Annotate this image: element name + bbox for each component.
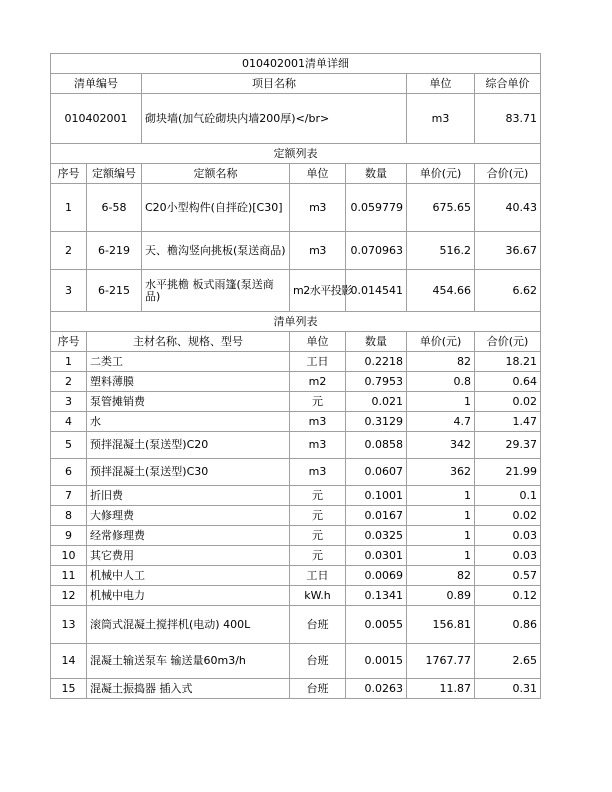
- material-cell: 工日: [290, 566, 346, 586]
- material-cell: 15: [51, 679, 87, 699]
- quota-header-cell: 合价(元): [475, 164, 541, 184]
- material-cell: 0.64: [475, 372, 541, 392]
- material-cell: 0.31: [475, 679, 541, 699]
- material-cell: 12: [51, 586, 87, 606]
- material-header-cell: 主材名称、规格、型号: [87, 332, 290, 352]
- material-cell: 29.37: [475, 432, 541, 459]
- material-cell: m3: [290, 459, 346, 486]
- quota-cell: 天、檐沟竖向挑板(泵送商品): [142, 232, 290, 270]
- quota-section-row: [51, 144, 541, 164]
- material-cell: 1: [407, 546, 475, 566]
- material-row: [51, 566, 541, 586]
- material-row: [51, 372, 541, 392]
- material-cell: 大修理费: [87, 506, 290, 526]
- material-cell: 0.02: [475, 506, 541, 526]
- material-cell: 元: [290, 506, 346, 526]
- material-cell: 6: [51, 459, 87, 486]
- quota-section-title: 定额列表: [51, 144, 541, 164]
- material-cell: 0.0167: [346, 506, 407, 526]
- material-cell: 0.0263: [346, 679, 407, 699]
- bill-detail-table: [50, 53, 541, 699]
- quota-cell: C20小型构件(自拌砼)[C30]: [142, 184, 290, 232]
- material-row: [51, 644, 541, 679]
- material-cell: 13: [51, 606, 87, 644]
- material-header-cell: 数量: [346, 332, 407, 352]
- material-header-cell: 单位: [290, 332, 346, 352]
- material-cell: 0.0055: [346, 606, 407, 644]
- material-cell: 5: [51, 432, 87, 459]
- material-header-cell: 合价(元): [475, 332, 541, 352]
- material-cell: 4.7: [407, 412, 475, 432]
- quota-cell: 水平挑檐 板式雨篷(泵送商品): [142, 270, 290, 312]
- quota-cell: 0.014541: [346, 270, 407, 312]
- item-price: 83.71: [475, 94, 541, 144]
- material-header-cell: 单价(元): [407, 332, 475, 352]
- material-section-title: 清单列表: [51, 312, 541, 332]
- material-cell: 机械中人工: [87, 566, 290, 586]
- material-cell: 0.89: [407, 586, 475, 606]
- material-cell: 预拌混凝土(泵送型)C30: [87, 459, 290, 486]
- material-cell: 1: [407, 392, 475, 412]
- material-cell: 2: [51, 372, 87, 392]
- material-cell: 0.12: [475, 586, 541, 606]
- material-cell: 7: [51, 486, 87, 506]
- material-cell: 元: [290, 546, 346, 566]
- quota-cell: 0.070963: [346, 232, 407, 270]
- material-cell: 0.1001: [346, 486, 407, 506]
- quota-cell: 6.62: [475, 270, 541, 312]
- quota-cell: 40.43: [475, 184, 541, 232]
- item-name: 砌块墙(加气砼砌块内墙200厚)</br>: [142, 94, 407, 144]
- material-cell: 0.0069: [346, 566, 407, 586]
- material-cell: 元: [290, 392, 346, 412]
- quota-cell: 6-215: [87, 270, 142, 312]
- material-cell: 预拌混凝土(泵送型)C20: [87, 432, 290, 459]
- material-row: [51, 526, 541, 546]
- material-header-cell: 序号: [51, 332, 87, 352]
- item-code: 010402001: [51, 94, 142, 144]
- material-cell: 折旧费: [87, 486, 290, 506]
- material-cell: m2: [290, 372, 346, 392]
- material-cell: 台班: [290, 644, 346, 679]
- material-cell: m3: [290, 412, 346, 432]
- quota-cell: 6-58: [87, 184, 142, 232]
- material-row: [51, 392, 541, 412]
- material-cell: 18.21: [475, 352, 541, 372]
- material-cell: 机械中电力: [87, 586, 290, 606]
- quota-header-cell: 序号: [51, 164, 87, 184]
- material-cell: 1767.77: [407, 644, 475, 679]
- quota-row: [51, 184, 541, 232]
- material-cell: 台班: [290, 606, 346, 644]
- material-cell: 0.03: [475, 526, 541, 546]
- material-cell: 156.81: [407, 606, 475, 644]
- material-cell: 0.02: [475, 392, 541, 412]
- material-cell: 1: [51, 352, 87, 372]
- quota-cell: m3: [290, 232, 346, 270]
- material-cell: 混凝土振捣器 插入式: [87, 679, 290, 699]
- quota-header-row: [51, 164, 541, 184]
- material-cell: 11.87: [407, 679, 475, 699]
- unit-label: 单位: [407, 74, 475, 94]
- material-cell: 1: [407, 486, 475, 506]
- material-row: [51, 459, 541, 486]
- material-cell: 元: [290, 486, 346, 506]
- quota-cell: 454.66: [407, 270, 475, 312]
- material-cell: 0.0301: [346, 546, 407, 566]
- material-cell: 0.7953: [346, 372, 407, 392]
- material-cell: 1.47: [475, 412, 541, 432]
- material-cell: 82: [407, 566, 475, 586]
- material-cell: 塑料薄膜: [87, 372, 290, 392]
- material-cell: 0.2218: [346, 352, 407, 372]
- material-cell: 362: [407, 459, 475, 486]
- quota-cell: 3: [51, 270, 87, 312]
- material-cell: 台班: [290, 679, 346, 699]
- item-row: [51, 94, 541, 144]
- quota-cell: 6-219: [87, 232, 142, 270]
- material-cell: 0.86: [475, 606, 541, 644]
- material-row: [51, 412, 541, 432]
- quota-cell: m2水平投影: [290, 270, 346, 312]
- quota-cell: 0.059779: [346, 184, 407, 232]
- code-label: 清单编号: [51, 74, 142, 94]
- material-cell: 其它费用: [87, 546, 290, 566]
- material-cell: 工日: [290, 352, 346, 372]
- material-cell: 4: [51, 412, 87, 432]
- material-cell: 0.3129: [346, 412, 407, 432]
- item-header-row: [51, 74, 541, 94]
- quota-header-cell: 单价(元): [407, 164, 475, 184]
- quota-cell: m3: [290, 184, 346, 232]
- sheet-title: 010402001清单详细: [51, 54, 541, 74]
- material-cell: 0.03: [475, 546, 541, 566]
- material-cell: 水: [87, 412, 290, 432]
- material-cell: 混凝土输送泵车 输送量60m3/h: [87, 644, 290, 679]
- quota-cell: 516.2: [407, 232, 475, 270]
- quota-header-cell: 数量: [346, 164, 407, 184]
- material-cell: 0.0325: [346, 526, 407, 546]
- material-cell: 0.021: [346, 392, 407, 412]
- material-cell: 1: [407, 526, 475, 546]
- bill-detail-sheet: [50, 53, 540, 699]
- quota-cell: 1: [51, 184, 87, 232]
- material-cell: 0.57: [475, 566, 541, 586]
- price-label: 综合单价: [475, 74, 541, 94]
- material-cell: 1: [407, 506, 475, 526]
- material-header-row: [51, 332, 541, 352]
- material-cell: 2.65: [475, 644, 541, 679]
- material-cell: 82: [407, 352, 475, 372]
- quota-header-cell: 定额名称: [142, 164, 290, 184]
- material-row: [51, 606, 541, 644]
- material-cell: 0.0607: [346, 459, 407, 486]
- material-cell: kW.h: [290, 586, 346, 606]
- material-cell: 0.1: [475, 486, 541, 506]
- material-row: [51, 586, 541, 606]
- material-row: [51, 486, 541, 506]
- material-cell: 0.8: [407, 372, 475, 392]
- quota-header-cell: 定额编号: [87, 164, 142, 184]
- material-cell: 元: [290, 526, 346, 546]
- quota-header-cell: 单位: [290, 164, 346, 184]
- material-cell: 10: [51, 546, 87, 566]
- quota-cell: 2: [51, 232, 87, 270]
- quota-row: [51, 270, 541, 312]
- material-row: [51, 546, 541, 566]
- material-cell: 9: [51, 526, 87, 546]
- material-cell: 14: [51, 644, 87, 679]
- material-cell: 0.0015: [346, 644, 407, 679]
- material-cell: 3: [51, 392, 87, 412]
- material-cell: 11: [51, 566, 87, 586]
- name-label: 项目名称: [142, 74, 407, 94]
- quota-row: [51, 232, 541, 270]
- material-row: [51, 352, 541, 372]
- material-cell: 342: [407, 432, 475, 459]
- material-section-row: [51, 312, 541, 332]
- material-cell: 8: [51, 506, 87, 526]
- material-row: [51, 432, 541, 459]
- material-cell: 21.99: [475, 459, 541, 486]
- material-cell: 0.0858: [346, 432, 407, 459]
- material-cell: 泵管摊销费: [87, 392, 290, 412]
- material-cell: 经常修理费: [87, 526, 290, 546]
- material-cell: m3: [290, 432, 346, 459]
- material-cell: 0.1341: [346, 586, 407, 606]
- title-row: [51, 54, 541, 74]
- quota-cell: 675.65: [407, 184, 475, 232]
- material-row: [51, 679, 541, 699]
- material-cell: 滚筒式混凝土搅拌机(电动) 400L: [87, 606, 290, 644]
- material-cell: 二类工: [87, 352, 290, 372]
- material-row: [51, 506, 541, 526]
- item-unit: m3: [407, 94, 475, 144]
- quota-cell: 36.67: [475, 232, 541, 270]
